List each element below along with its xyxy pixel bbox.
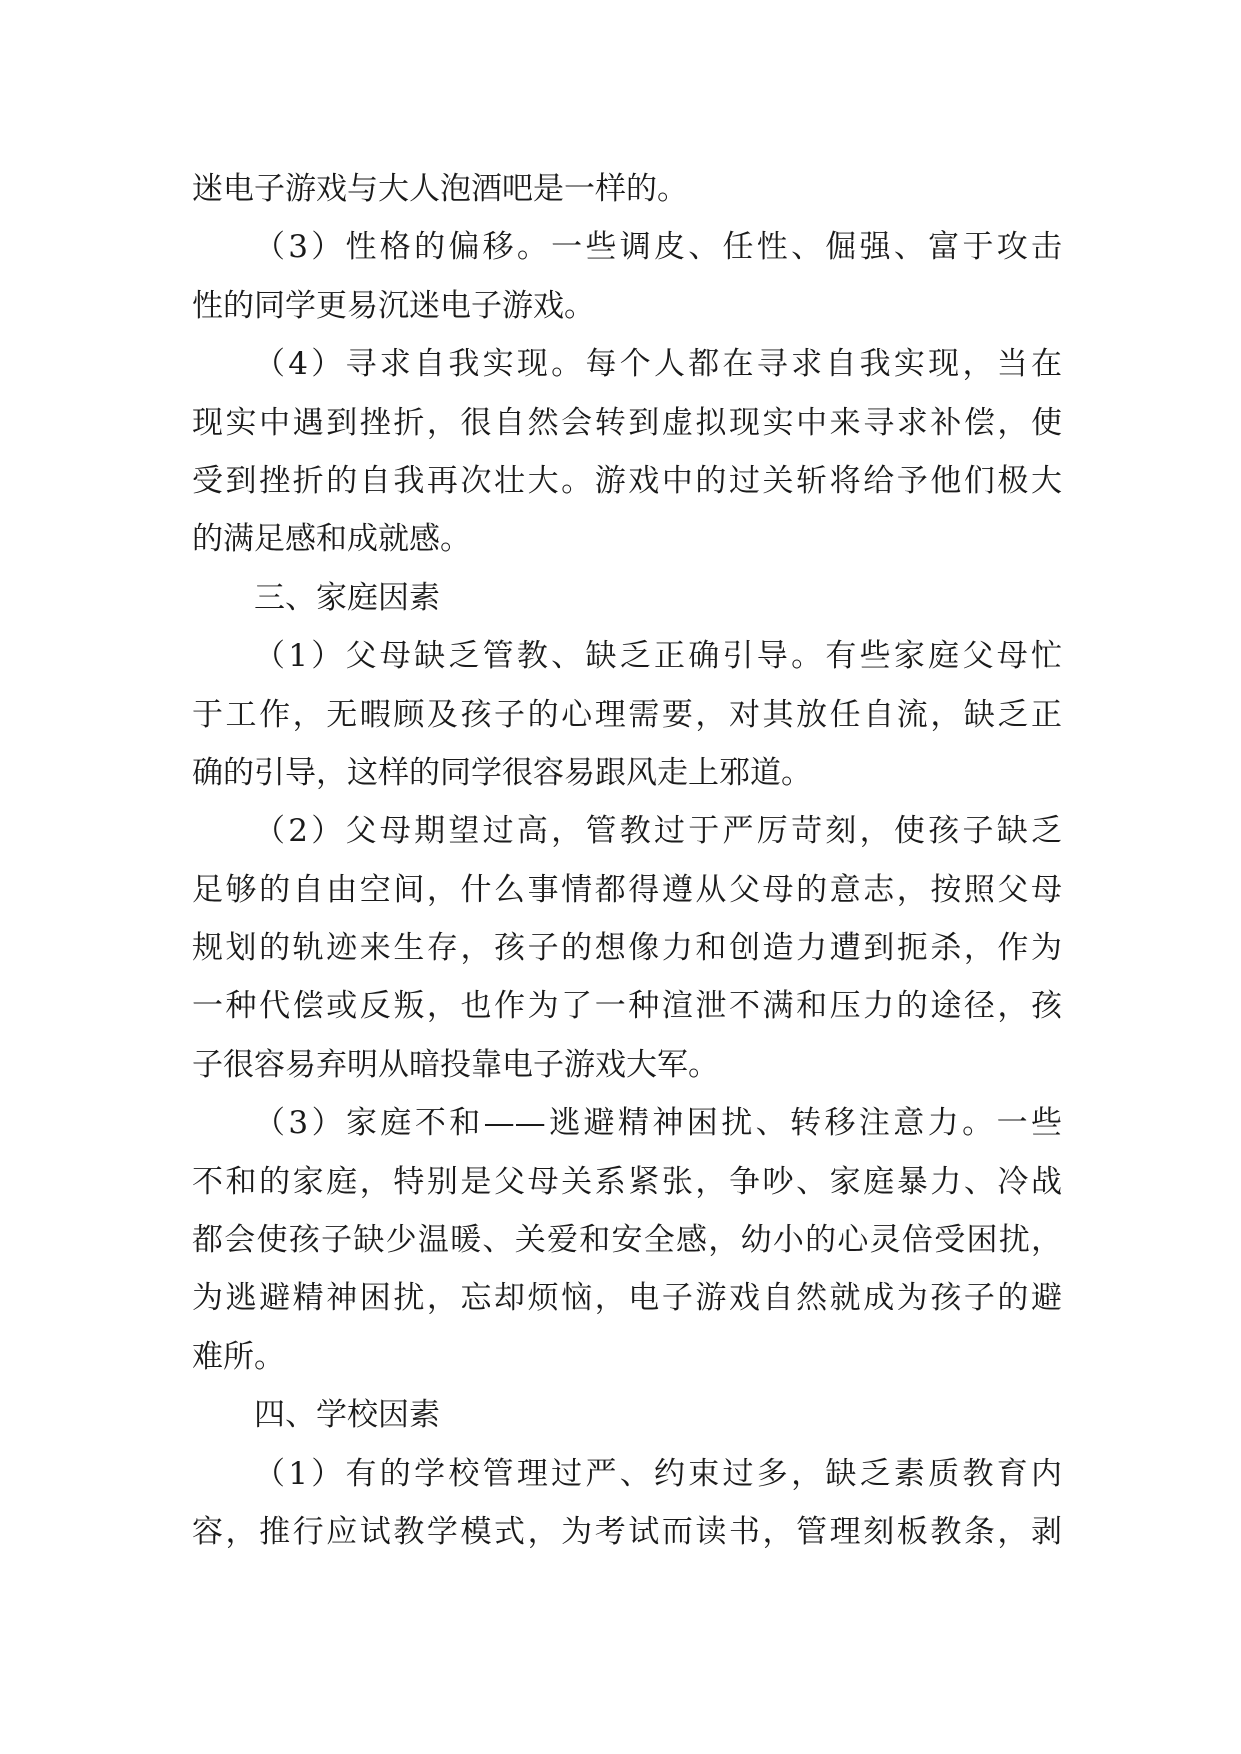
text-line: 一种代偿或反叛，也作为了一种渲泄不满和压力的途径，孩 <box>192 988 1062 1025</box>
text-line: 足够的自由空间，什么事情都得遵从父母的意志，按照父母 <box>192 871 1062 908</box>
text-line: 于工作，无暇顾及孩子的心理需要，对其放任自流，缺乏正 <box>192 696 1062 733</box>
text-line: 子很容易弃明从暗投靠电子游戏大军。 <box>192 1046 719 1083</box>
text-line: （1）父母缺乏管教、缺乏正确引导。有些家庭父母忙 <box>254 638 1062 675</box>
text-line: 容，推行应试教学模式，为考试而读书，管理刻板教条，剥 <box>192 1513 1062 1550</box>
text-line: 不和的家庭，特别是父母关系紧张，争吵、家庭暴力、冷战 <box>192 1163 1062 1200</box>
section-heading: 四、学校因素 <box>254 1397 440 1434</box>
text-line: 为逃避精神困扰，忘却烦恼，电子游戏自然就成为孩子的避 <box>192 1280 1062 1317</box>
text-line: （2）父母期望过高，管教过于严厉苛刻，使孩子缺乏 <box>254 813 1062 850</box>
text-line: （3）家庭不和——逃避精神困扰、转移注意力。一些 <box>254 1105 1062 1142</box>
text-line: （4）寻求自我实现。每个人都在寻求自我实现，当在 <box>254 346 1062 383</box>
text-line: 的满足感和成就感。 <box>192 521 471 558</box>
text-line: （1）有的学校管理过严、约束过多，缺乏素质教育内 <box>254 1455 1062 1492</box>
text-line: 确的引导，这样的同学很容易跟风走上邪道。 <box>192 754 812 791</box>
text-line: 都会使孩子缺少温暖、关爱和安全感，幼小的心灵倍受困扰， <box>192 1222 1062 1259</box>
text-line: （3）性格的偏移。一些调皮、任性、倔强、富于攻击 <box>254 229 1062 266</box>
body-text <box>192 160 1062 1561</box>
text-line: 现实中遇到挫折，很自然会转到虚拟现实中来寻求补偿，使 <box>192 404 1062 441</box>
text-line: 难所。 <box>192 1338 285 1375</box>
text-line: 受到挫折的自我再次壮大。游戏中的过关斩将给予他们极大 <box>192 462 1062 499</box>
text-line: 迷电子游戏与大人泡酒吧是一样的。 <box>192 171 688 207</box>
text-line: 性的同学更易沉迷电子游戏。 <box>192 287 595 324</box>
text-line: 规划的轨迹来生存，孩子的想像力和创造力遭到扼杀，作为 <box>192 930 1062 967</box>
section-heading: 三、家庭因素 <box>254 579 440 616</box>
